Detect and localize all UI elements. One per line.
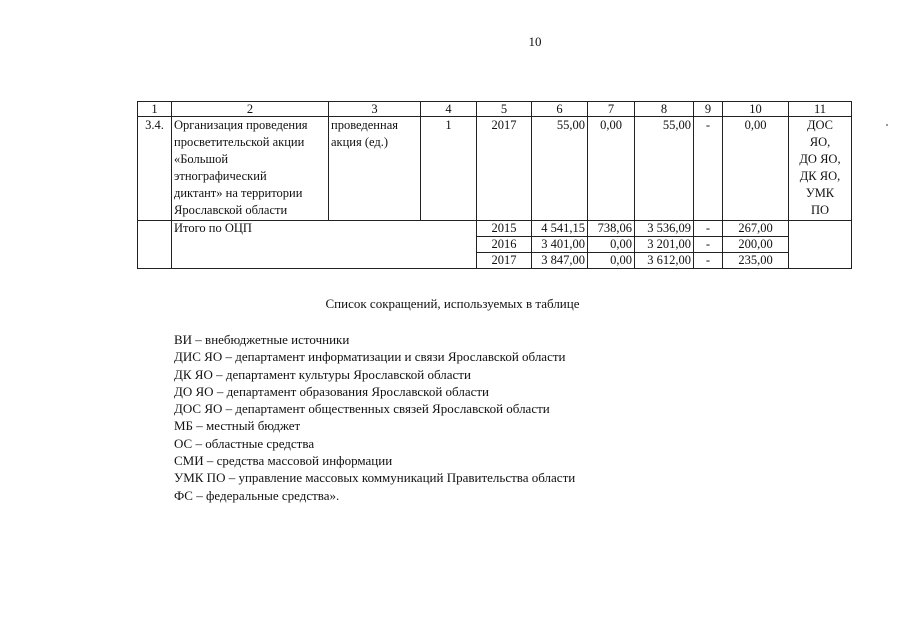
executor-line: УМК (805, 186, 835, 200)
activity-name-line: диктант» на территории (174, 186, 303, 200)
total-label: Итого по ОЦП (172, 221, 477, 269)
page-number: 10 (528, 34, 542, 49)
abbreviation-item: ДК ЯО – департамент культуры Ярославской области (174, 366, 471, 382)
executor-line: ПО (810, 203, 830, 217)
total-cell: 4 541,15 (532, 221, 588, 237)
value-cell: - (694, 253, 723, 269)
header-cell: 8 (635, 102, 694, 117)
abbreviation-item: ДОС ЯО – департамент общественных связей Ярославской области (174, 401, 550, 417)
abbreviation-item: ДИС ЯО – департамент информатизации и связи Ярославской области (174, 349, 566, 365)
value-cell: 235,00 (723, 253, 789, 269)
abbreviation-item: ВИ – внебюджетные источники (174, 332, 350, 347)
year-cell: 2017 (477, 253, 532, 269)
value-cell: 3 201,00 (635, 237, 694, 253)
total-cell: 3 847,00 (532, 253, 588, 269)
year-cell: 2015 (477, 221, 532, 237)
year-cell: 2017 (477, 117, 532, 221)
header-cell: 4 (421, 102, 477, 117)
indicator-line: акция (ед.) (331, 135, 389, 149)
scan-speck (886, 124, 888, 126)
abbreviation-item: МБ – местный бюджет (174, 418, 301, 434)
activity-name-line: просветительской акции (174, 135, 305, 149)
abbreviation-item: ФС – федеральные средства». (174, 487, 340, 503)
activity-name-line: «Большой (174, 152, 229, 166)
abbreviation-item: СМИ – средства массовой информации (174, 453, 393, 469)
indicator-value: 1 (421, 117, 477, 221)
value-cell: 0,00 (723, 117, 789, 221)
value-cell: 267,00 (723, 221, 789, 237)
activity-name-line: Ярославской области (174, 203, 288, 217)
abbreviation-item: УМК ПО – управление массовых коммуникаций Правительства области (174, 470, 576, 486)
value-cell: 3 536,09 (635, 221, 694, 237)
value-cell: - (694, 221, 723, 237)
indicator-line: проведенная (331, 118, 398, 132)
value-cell: - (694, 117, 723, 221)
header-cell: 9 (694, 102, 723, 117)
executor-line: ДО ЯО, (799, 152, 841, 166)
executor-cell (789, 117, 852, 221)
total-cell: 3 401,00 (532, 237, 588, 253)
value-cell: 0,00 (588, 117, 635, 221)
value-cell: 200,00 (723, 237, 789, 253)
executor-line: ДК ЯО, (799, 169, 841, 183)
table-row (138, 117, 852, 221)
value-cell: 0,00 (588, 237, 635, 253)
value-cell: 55,00 (635, 117, 694, 221)
header-cell: 3 (329, 102, 421, 117)
header-cell: 1 (138, 102, 172, 117)
empty-cell (789, 221, 852, 269)
header-cell: 5 (477, 102, 532, 117)
value-cell: - (694, 237, 723, 253)
abbreviations-list (174, 331, 575, 504)
activity-name (172, 117, 329, 221)
empty-cell (138, 221, 172, 269)
header-cell: 2 (172, 102, 329, 117)
activity-name-line: этнографический (174, 169, 267, 183)
value-cell: 738,06 (588, 221, 635, 237)
executor-line: ЯО, (809, 135, 831, 149)
program-table (137, 101, 852, 269)
header-cell: 10 (723, 102, 789, 117)
header-cell: 6 (532, 102, 588, 117)
total-row (138, 221, 852, 237)
value-cell: 3 612,00 (635, 253, 694, 269)
indicator-name (329, 117, 421, 221)
abbreviation-item: ОС – областные средства (174, 435, 315, 451)
executor-line: ДОС (806, 118, 834, 132)
header-row (138, 102, 852, 117)
activity-name-line: Организация проведения (174, 118, 308, 132)
header-cell: 7 (588, 102, 635, 117)
total-cell: 55,00 (532, 117, 588, 221)
abbreviations-title: Список сокращений, используемых в таблице (325, 296, 580, 311)
value-cell: 0,00 (588, 253, 635, 269)
header-cell: 11 (789, 102, 852, 117)
year-cell: 2016 (477, 237, 532, 253)
row-number: 3.4. (138, 117, 172, 221)
abbreviation-item: ДО ЯО – департамент образования Ярославской области (174, 383, 489, 399)
